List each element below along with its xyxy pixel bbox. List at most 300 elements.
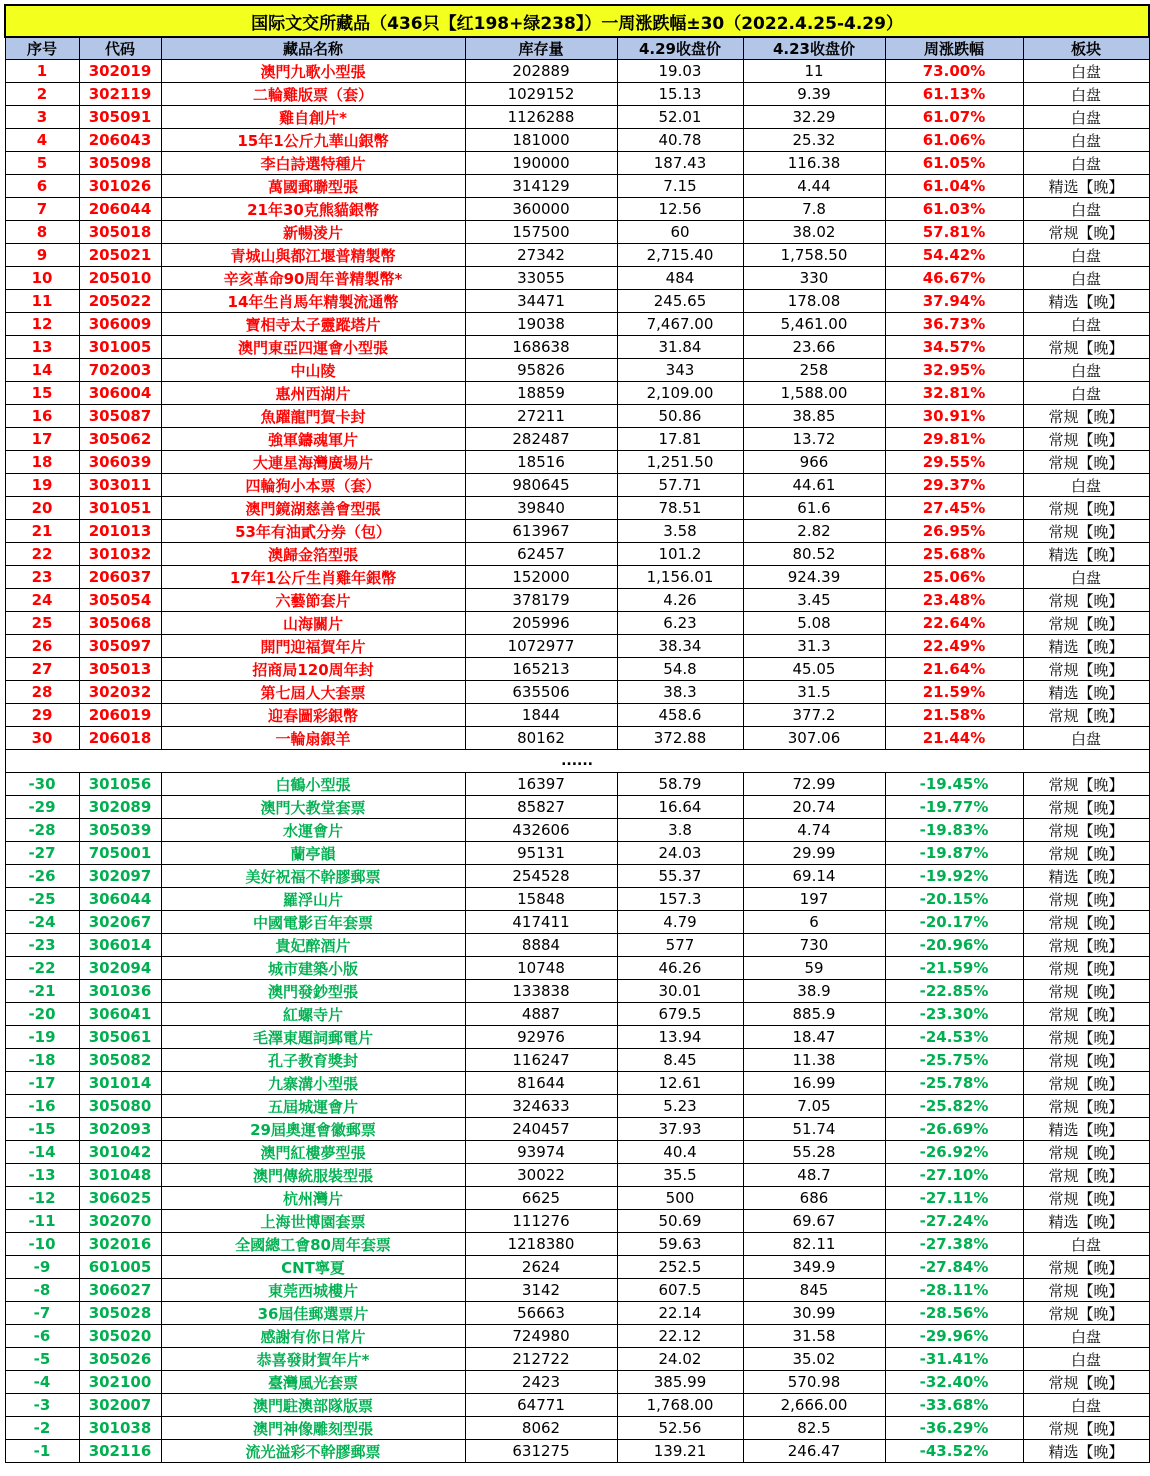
- cell-stock: 62457: [465, 543, 617, 566]
- cell-item-name: 惠州西湖片: [161, 382, 465, 405]
- cell-weekly-change: -20.15%: [885, 888, 1023, 911]
- cell-index: 18: [5, 451, 79, 474]
- cell-sector: 常规【晚】: [1023, 612, 1149, 635]
- cell-close-0423: 25.32: [743, 129, 885, 152]
- cell-close-0423: 349.9: [743, 1256, 885, 1279]
- cell-index: 28: [5, 681, 79, 704]
- cell-code: 302067: [79, 911, 161, 934]
- cell-weekly-change: 61.06%: [885, 129, 1023, 152]
- cell-code: 306025: [79, 1187, 161, 1210]
- cell-close-0429: 7,467.00: [617, 313, 743, 336]
- cell-item-name: 澳門駐澳部隊版票: [161, 1394, 465, 1417]
- cell-close-0429: 101.2: [617, 543, 743, 566]
- cell-code: 206044: [79, 198, 161, 221]
- cell-close-0429: 458.6: [617, 704, 743, 727]
- cell-sector: 常规【晚】: [1023, 1164, 1149, 1187]
- cell-item-name: 東莞西城樓片: [161, 1279, 465, 1302]
- cell-weekly-change: 21.44%: [885, 727, 1023, 750]
- cell-code: 305062: [79, 428, 161, 451]
- cell-sector: 常规【晚】: [1023, 934, 1149, 957]
- cell-sector: 常规【晚】: [1023, 1072, 1149, 1095]
- cell-item-name: 開門迎福賀年片: [161, 635, 465, 658]
- cell-sector: 精选【晚】: [1023, 681, 1149, 704]
- cell-sector: 常规【晚】: [1023, 796, 1149, 819]
- cell-index: -10: [5, 1233, 79, 1256]
- title-row: [5, 5, 1149, 37]
- table-row: [5, 1049, 1149, 1072]
- cell-item-name: 青城山與都江堰普精製幣: [161, 244, 465, 267]
- cell-weekly-change: 61.04%: [885, 175, 1023, 198]
- cell-weekly-change: 57.81%: [885, 221, 1023, 244]
- cell-weekly-change: 32.81%: [885, 382, 1023, 405]
- cell-index: 19: [5, 474, 79, 497]
- cell-weekly-change: -25.78%: [885, 1072, 1023, 1095]
- table-row: [5, 1394, 1149, 1417]
- table-row: [5, 1164, 1149, 1187]
- cell-weekly-change: 23.48%: [885, 589, 1023, 612]
- cell-index: -16: [5, 1095, 79, 1118]
- cell-item-name: 全國總工會80周年套票: [161, 1233, 465, 1256]
- cell-index: 23: [5, 566, 79, 589]
- cell-stock: 165213: [465, 658, 617, 681]
- cell-close-0429: 40.4: [617, 1141, 743, 1164]
- cell-sector: 常规【晚】: [1023, 957, 1149, 980]
- cell-index: 1: [5, 60, 79, 83]
- cell-code: 205022: [79, 290, 161, 313]
- table-row: [5, 244, 1149, 267]
- cell-weekly-change: -36.29%: [885, 1417, 1023, 1440]
- table-row: [5, 1118, 1149, 1141]
- cell-index: 30: [5, 727, 79, 750]
- cell-weekly-change: 25.06%: [885, 566, 1023, 589]
- cell-item-name: 孔子教育獎封: [161, 1049, 465, 1072]
- cell-close-0429: 24.03: [617, 842, 743, 865]
- cell-index: -13: [5, 1164, 79, 1187]
- cell-close-0423: 1,588.00: [743, 382, 885, 405]
- cell-sector: 常规【晚】: [1023, 658, 1149, 681]
- cell-stock: 92976: [465, 1026, 617, 1049]
- cell-code: 302032: [79, 681, 161, 704]
- cell-code: 301014: [79, 1072, 161, 1095]
- cell-weekly-change: -43.52%: [885, 1440, 1023, 1463]
- cell-weekly-change: 26.95%: [885, 520, 1023, 543]
- cell-close-0423: 178.08: [743, 290, 885, 313]
- cell-stock: 254528: [465, 865, 617, 888]
- cell-item-name: 中山陵: [161, 359, 465, 382]
- table-row: [5, 60, 1149, 83]
- cell-close-0429: 50.86: [617, 405, 743, 428]
- cell-sector: 白盘: [1023, 244, 1149, 267]
- cell-close-0429: 4.26: [617, 589, 743, 612]
- cell-close-0429: 24.02: [617, 1348, 743, 1371]
- cell-weekly-change: -27.10%: [885, 1164, 1023, 1187]
- cell-code: 201013: [79, 520, 161, 543]
- cell-stock: 10748: [465, 957, 617, 980]
- cell-code: 301042: [79, 1141, 161, 1164]
- cell-code: 305087: [79, 405, 161, 428]
- cell-code: 306004: [79, 382, 161, 405]
- cell-code: 306041: [79, 1003, 161, 1026]
- cell-close-0429: 31.84: [617, 336, 743, 359]
- cell-close-0429: 15.13: [617, 83, 743, 106]
- table-row: [5, 1072, 1149, 1095]
- cell-code: 302094: [79, 957, 161, 980]
- cell-close-0429: 12.56: [617, 198, 743, 221]
- cell-item-name: 強軍鑄魂軍片: [161, 428, 465, 451]
- cell-close-0423: 13.72: [743, 428, 885, 451]
- cell-close-0423: 72.99: [743, 773, 885, 796]
- cell-close-0429: 1,251.50: [617, 451, 743, 474]
- table-row: [5, 1210, 1149, 1233]
- cell-stock: 324633: [465, 1095, 617, 1118]
- cell-weekly-change: 61.03%: [885, 198, 1023, 221]
- cell-close-0423: 246.47: [743, 1440, 885, 1463]
- cell-code: 206043: [79, 129, 161, 152]
- table-row: [5, 382, 1149, 405]
- cell-code: 301056: [79, 773, 161, 796]
- cell-code: 705001: [79, 842, 161, 865]
- cell-weekly-change: -19.45%: [885, 773, 1023, 796]
- cell-stock: 152000: [465, 566, 617, 589]
- table-row: [5, 1371, 1149, 1394]
- cell-sector: 白盘: [1023, 152, 1149, 175]
- cell-stock: 19038: [465, 313, 617, 336]
- cell-code: 301032: [79, 543, 161, 566]
- cell-stock: 360000: [465, 198, 617, 221]
- cell-code: 306039: [79, 451, 161, 474]
- cell-stock: 1072977: [465, 635, 617, 658]
- cell-index: -26: [5, 865, 79, 888]
- table-row: [5, 221, 1149, 244]
- cell-stock: 724980: [465, 1325, 617, 1348]
- table-row: [5, 1141, 1149, 1164]
- cell-weekly-change: -19.92%: [885, 865, 1023, 888]
- cell-close-0423: 5,461.00: [743, 313, 885, 336]
- cell-weekly-change: -27.11%: [885, 1187, 1023, 1210]
- cell-weekly-change: -31.41%: [885, 1348, 1023, 1371]
- cell-close-0423: 6: [743, 911, 885, 934]
- cell-index: -4: [5, 1371, 79, 1394]
- cell-sector: 精选【晚】: [1023, 1118, 1149, 1141]
- cell-weekly-change: 32.95%: [885, 359, 1023, 382]
- cell-code: 702003: [79, 359, 161, 382]
- table-row: [5, 796, 1149, 819]
- cell-sector: 常规【晚】: [1023, 1256, 1149, 1279]
- cell-index: -15: [5, 1118, 79, 1141]
- cell-item-name: 寶相寺太子靈蹤塔片: [161, 313, 465, 336]
- cell-item-name: 六藝節套片: [161, 589, 465, 612]
- cell-index: 21: [5, 520, 79, 543]
- cell-close-0429: 60: [617, 221, 743, 244]
- cell-sector: 常规【晚】: [1023, 520, 1149, 543]
- cell-item-name: 四輪狗小本票（套）: [161, 474, 465, 497]
- cell-item-name: 53年有油貳分券（包）: [161, 520, 465, 543]
- cell-code: 303011: [79, 474, 161, 497]
- cell-close-0423: 197: [743, 888, 885, 911]
- cell-close-0429: 58.79: [617, 773, 743, 796]
- cell-sector: 白盘: [1023, 359, 1149, 382]
- cell-close-0423: 18.47: [743, 1026, 885, 1049]
- cell-stock: 282487: [465, 428, 617, 451]
- cell-code: 301036: [79, 980, 161, 1003]
- cell-stock: 2423: [465, 1371, 617, 1394]
- cell-index: -30: [5, 773, 79, 796]
- cell-code: 305013: [79, 658, 161, 681]
- cell-code: 301038: [79, 1417, 161, 1440]
- cell-item-name: 澳門鏡湖慈善會型張: [161, 497, 465, 520]
- cell-code: 206037: [79, 566, 161, 589]
- cell-code: 302116: [79, 1440, 161, 1463]
- cell-close-0429: 187.43: [617, 152, 743, 175]
- cell-item-name: 杭州灣片: [161, 1187, 465, 1210]
- cell-weekly-change: 61.07%: [885, 106, 1023, 129]
- cell-close-0423: 570.98: [743, 1371, 885, 1394]
- cell-stock: 18516: [465, 451, 617, 474]
- cell-stock: 133838: [465, 980, 617, 1003]
- cell-stock: 212722: [465, 1348, 617, 1371]
- cell-close-0423: 5.08: [743, 612, 885, 635]
- cell-index: 2: [5, 83, 79, 106]
- cell-close-0429: 500: [617, 1187, 743, 1210]
- cell-code: 206018: [79, 727, 161, 750]
- cell-close-0429: 484: [617, 267, 743, 290]
- cell-code: 206019: [79, 704, 161, 727]
- cell-close-0423: 7.05: [743, 1095, 885, 1118]
- cell-item-name: 澳歸金箔型張: [161, 543, 465, 566]
- cell-stock: 1029152: [465, 83, 617, 106]
- cell-close-0429: 8.45: [617, 1049, 743, 1072]
- cell-close-0423: 377.2: [743, 704, 885, 727]
- cell-close-0429: 52.01: [617, 106, 743, 129]
- cell-sector: 白盘: [1023, 129, 1149, 152]
- cell-close-0423: 7.8: [743, 198, 885, 221]
- cell-code: 301005: [79, 336, 161, 359]
- cell-item-name: 中國電影百年套票: [161, 911, 465, 934]
- table-row: [5, 405, 1149, 428]
- cell-weekly-change: 54.42%: [885, 244, 1023, 267]
- table-row: [5, 1095, 1149, 1118]
- cell-sector: 常规【晚】: [1023, 497, 1149, 520]
- cell-item-name: 大連星海灣廣場片: [161, 451, 465, 474]
- cell-item-name: 17年1公斤生肖雞年銀幣: [161, 566, 465, 589]
- cell-sector: 常规【晚】: [1023, 1371, 1149, 1394]
- cell-close-0429: 17.81: [617, 428, 743, 451]
- cell-item-name: 36屆佳郵選票片: [161, 1302, 465, 1325]
- table-row: [5, 359, 1149, 382]
- cell-close-0423: 38.02: [743, 221, 885, 244]
- cell-weekly-change: 46.67%: [885, 267, 1023, 290]
- cell-weekly-change: -26.92%: [885, 1141, 1023, 1164]
- cell-weekly-change: 34.57%: [885, 336, 1023, 359]
- cell-close-0429: 38.34: [617, 635, 743, 658]
- cell-close-0429: 1,156.01: [617, 566, 743, 589]
- cell-close-0429: 46.26: [617, 957, 743, 980]
- cell-stock: 16397: [465, 773, 617, 796]
- cell-stock: 168638: [465, 336, 617, 359]
- cell-close-0423: 845: [743, 1279, 885, 1302]
- cell-weekly-change: 37.94%: [885, 290, 1023, 313]
- cell-close-0423: 38.9: [743, 980, 885, 1003]
- cell-close-0423: 69.14: [743, 865, 885, 888]
- cell-index: -20: [5, 1003, 79, 1026]
- table-row: [5, 911, 1149, 934]
- table-row: [5, 1348, 1149, 1371]
- cell-item-name: 一輪扇銀羊: [161, 727, 465, 750]
- cell-code: 302097: [79, 865, 161, 888]
- cell-code: 302007: [79, 1394, 161, 1417]
- table-row: [5, 1003, 1149, 1026]
- cell-item-name: 澳門傳統服裝型張: [161, 1164, 465, 1187]
- cell-close-0429: 22.12: [617, 1325, 743, 1348]
- cell-weekly-change: -25.82%: [885, 1095, 1023, 1118]
- cell-stock: 80162: [465, 727, 617, 750]
- cell-close-0423: 32.29: [743, 106, 885, 129]
- cell-sector: 白盘: [1023, 1325, 1149, 1348]
- cell-close-0423: 4.74: [743, 819, 885, 842]
- cell-stock: 116247: [465, 1049, 617, 1072]
- cell-code: 302119: [79, 83, 161, 106]
- table-row: [5, 451, 1149, 474]
- cell-weekly-change: 21.59%: [885, 681, 1023, 704]
- cell-close-0429: 5.23: [617, 1095, 743, 1118]
- table-row: [5, 980, 1149, 1003]
- cell-stock: 190000: [465, 152, 617, 175]
- cell-weekly-change: 61.13%: [885, 83, 1023, 106]
- cell-sector: 常规【晚】: [1023, 405, 1149, 428]
- cell-sector: 精选【晚】: [1023, 290, 1149, 313]
- cell-code: 205010: [79, 267, 161, 290]
- cell-stock: 39840: [465, 497, 617, 520]
- cell-item-name: 迎春圖彩銀幣: [161, 704, 465, 727]
- cell-index: 17: [5, 428, 79, 451]
- cell-item-name: 新暢淩片: [161, 221, 465, 244]
- cell-index: -19: [5, 1026, 79, 1049]
- cell-item-name: 第七屆人大套票: [161, 681, 465, 704]
- table-row: [5, 336, 1149, 359]
- cell-close-0429: 16.64: [617, 796, 743, 819]
- cell-close-0429: 37.93: [617, 1118, 743, 1141]
- cell-item-name: 澳門神像雕刻型張: [161, 1417, 465, 1440]
- header-sector: 板块: [1023, 37, 1149, 60]
- cell-weekly-change: 30.91%: [885, 405, 1023, 428]
- table-row: [5, 819, 1149, 842]
- cell-item-name: 恭喜發財賀年片*: [161, 1348, 465, 1371]
- cell-code: 306044: [79, 888, 161, 911]
- cell-close-0423: 48.7: [743, 1164, 885, 1187]
- cell-sector: 精选【晚】: [1023, 543, 1149, 566]
- cell-index: -27: [5, 842, 79, 865]
- cell-code: 305020: [79, 1325, 161, 1348]
- cell-code: 302019: [79, 60, 161, 83]
- cell-sector: 常规【晚】: [1023, 1095, 1149, 1118]
- cell-stock: 93974: [465, 1141, 617, 1164]
- cell-sector: 常规【晚】: [1023, 221, 1149, 244]
- cell-stock: 8884: [465, 934, 617, 957]
- cell-code: 601005: [79, 1256, 161, 1279]
- cell-close-0429: 679.5: [617, 1003, 743, 1026]
- table-row: [5, 428, 1149, 451]
- cell-close-0423: 69.67: [743, 1210, 885, 1233]
- cell-item-name: 澳門發鈔型張: [161, 980, 465, 1003]
- cell-item-name: 魚躍龍門賀卡封: [161, 405, 465, 428]
- cell-index: 14: [5, 359, 79, 382]
- cell-sector: 常规【晚】: [1023, 911, 1149, 934]
- table-row: [5, 704, 1149, 727]
- cell-close-0423: 11.38: [743, 1049, 885, 1072]
- cell-weekly-change: -28.11%: [885, 1279, 1023, 1302]
- cell-stock: 30022: [465, 1164, 617, 1187]
- table-row: [5, 681, 1149, 704]
- cell-close-0429: 3.58: [617, 520, 743, 543]
- header-code: 代码: [79, 37, 161, 60]
- cell-close-0429: 40.78: [617, 129, 743, 152]
- cell-index: -8: [5, 1279, 79, 1302]
- cell-code: 305098: [79, 152, 161, 175]
- cell-code: 305091: [79, 106, 161, 129]
- cell-stock: 314129: [465, 175, 617, 198]
- cell-close-0429: 50.69: [617, 1210, 743, 1233]
- table-row: [5, 727, 1149, 750]
- cell-stock: 157500: [465, 221, 617, 244]
- cell-index: -23: [5, 934, 79, 957]
- cell-close-0429: 7.15: [617, 175, 743, 198]
- header-weekly-change: 周涨跌幅: [885, 37, 1023, 60]
- cell-item-name: 流光溢彩不幹膠郵票: [161, 1440, 465, 1463]
- cell-stock: 240457: [465, 1118, 617, 1141]
- cell-weekly-change: 22.64%: [885, 612, 1023, 635]
- cell-stock: 980645: [465, 474, 617, 497]
- cell-sector: 常规【晚】: [1023, 336, 1149, 359]
- cell-index: 3: [5, 106, 79, 129]
- cell-close-0423: 31.5: [743, 681, 885, 704]
- table-row: [5, 934, 1149, 957]
- cell-stock: 417411: [465, 911, 617, 934]
- table-row: [5, 658, 1149, 681]
- cell-sector: 常规【晚】: [1023, 451, 1149, 474]
- cell-close-0423: 45.05: [743, 658, 885, 681]
- cell-index: -21: [5, 980, 79, 1003]
- cell-item-name: 萬國郵聯型張: [161, 175, 465, 198]
- cell-code: 302089: [79, 796, 161, 819]
- cell-index: -11: [5, 1210, 79, 1233]
- cell-close-0423: 730: [743, 934, 885, 957]
- table-row: [5, 635, 1149, 658]
- cell-sector: 白盘: [1023, 1348, 1149, 1371]
- table-row: [5, 313, 1149, 336]
- cell-sector: 精选【晚】: [1023, 865, 1149, 888]
- header-close-0429: 4.29收盘价: [617, 37, 743, 60]
- cell-close-0423: 31.58: [743, 1325, 885, 1348]
- cell-index: -12: [5, 1187, 79, 1210]
- cell-close-0429: 30.01: [617, 980, 743, 1003]
- cell-stock: 34471: [465, 290, 617, 313]
- cell-stock: 85827: [465, 796, 617, 819]
- cell-sector: 常规【晚】: [1023, 842, 1149, 865]
- table-row: [5, 290, 1149, 313]
- cell-code: 305054: [79, 589, 161, 612]
- table-row: [5, 1256, 1149, 1279]
- cell-sector: 白盘: [1023, 1233, 1149, 1256]
- cell-close-0429: 607.5: [617, 1279, 743, 1302]
- cell-stock: 95131: [465, 842, 617, 865]
- cell-item-name: CNT寧夏: [161, 1256, 465, 1279]
- cell-index: 9: [5, 244, 79, 267]
- cell-stock: 64771: [465, 1394, 617, 1417]
- cell-close-0423: 9.39: [743, 83, 885, 106]
- cell-stock: 95826: [465, 359, 617, 382]
- cell-close-0423: 330: [743, 267, 885, 290]
- cell-sector: 常规【晚】: [1023, 888, 1149, 911]
